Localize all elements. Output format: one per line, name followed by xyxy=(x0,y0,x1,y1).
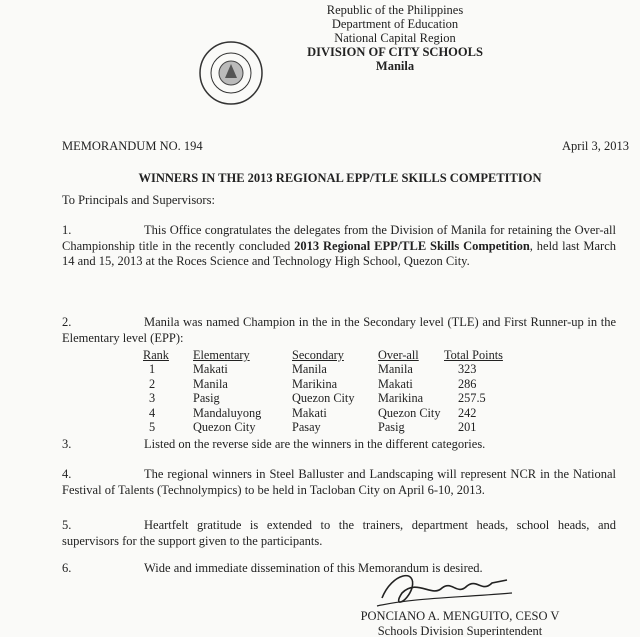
paragraph-5 xyxy=(62,518,616,549)
paragraph-number: 1. xyxy=(62,223,72,237)
table-cell: Quezon City xyxy=(292,391,355,406)
table-header-row xyxy=(143,348,503,362)
table-cell: 286 xyxy=(458,376,477,391)
memo-number: MEMORANDUM NO. 194 xyxy=(62,139,203,153)
text: The regional winners in Steel Balluster and Landscaping will represent NCR in the National Festival of Talents (Technolympics) to be held in Tacloban City on April 6-10, 2013. xyxy=(62,467,616,497)
table-cell: Quezon City xyxy=(193,420,256,435)
table-cell: Manila xyxy=(193,376,228,391)
table-cell: Pasig xyxy=(378,420,405,435)
table-cell: Mandaluyong xyxy=(193,405,262,420)
header-line: Department of Education xyxy=(331,17,459,31)
event-name: 2013 Regional EPP/TLE Skills Competition xyxy=(294,238,530,253)
table-cell: 1 xyxy=(149,362,156,377)
header-line: Republic of the Philippines xyxy=(326,3,464,17)
signature-block xyxy=(340,609,580,637)
table-cell: Manila xyxy=(292,362,327,377)
memo-title: WINNERS IN THE 2013 REGIONAL EPP/TLE SKILLS COMPETITION xyxy=(138,171,542,185)
paragraph-3 xyxy=(62,437,616,453)
city-name: Manila xyxy=(375,59,415,73)
signatory-name: PONCIANO A. MENGUITO, CESO V xyxy=(360,609,560,623)
text: Heartfelt gratitude is extended to the trainers, department heads, school heads, and supervisors for the support given to the participants. xyxy=(62,518,616,548)
paragraph-4 xyxy=(62,467,616,498)
table-cell: Marikina xyxy=(292,376,338,391)
table-cell: 242 xyxy=(458,405,477,420)
table-row xyxy=(143,377,503,391)
table-cell: 2 xyxy=(149,376,156,391)
table-row xyxy=(143,420,503,434)
table-cell: 323 xyxy=(458,362,477,377)
paragraph-1 xyxy=(62,223,616,270)
text: Wide and immediate dissemination of this Memorandum is desired. xyxy=(144,561,483,575)
paragraph-number: 6. xyxy=(62,561,72,575)
table-cell: Makati xyxy=(378,376,413,391)
paragraph-number: 3. xyxy=(62,437,72,451)
table-cell: Makati xyxy=(292,405,327,420)
text: Manila was named Champion in the in the Secondary level (TLE) and First Runner-up in the Elementary level (EPP): xyxy=(62,315,616,345)
table-cell: 3 xyxy=(149,391,156,406)
table-row xyxy=(143,406,503,420)
table-cell: Manila xyxy=(378,362,413,377)
rankings-table xyxy=(143,348,503,434)
column-header: Rank xyxy=(143,348,169,362)
table-row xyxy=(143,362,503,376)
memo-date: April 3, 2013 xyxy=(562,139,630,153)
header-line: National Capital Region xyxy=(334,31,456,45)
table-cell: 4 xyxy=(149,405,156,420)
table-cell: 257.5 xyxy=(458,391,486,406)
paragraph-number: 4. xyxy=(62,467,72,481)
addressee: To Principals and Supervisors: xyxy=(62,193,215,207)
table-cell: 5 xyxy=(149,420,156,435)
signature-icon xyxy=(372,568,522,613)
paragraph-number: 5. xyxy=(62,518,72,532)
column-header: Elementary xyxy=(193,348,250,362)
table-row xyxy=(143,391,503,405)
paragraph-2 xyxy=(62,315,616,346)
column-header: Total Points xyxy=(444,348,503,362)
text: , held last March 14 and 15, 2013 at the Roces Science and Technology High School, Quezon City. xyxy=(62,238,616,268)
column-header: Secondary xyxy=(292,348,344,362)
paragraph-6 xyxy=(62,561,616,577)
table-cell: 201 xyxy=(458,420,477,435)
text: This Office congratulates the delegates from the Division of Manila for retaining the Over-all Championship title in the recently concluded xyxy=(62,223,616,253)
text: Listed on the reverse side are the winners in the different categories. xyxy=(144,437,486,451)
table-cell: Quezon City xyxy=(378,405,441,420)
table-cell: Pasig xyxy=(193,391,220,406)
division-name: DIVISION OF CITY SCHOOLS xyxy=(307,45,483,59)
table-cell: Makati xyxy=(193,362,228,377)
table-cell: Marikina xyxy=(378,391,424,406)
column-header: Over-all xyxy=(378,348,419,362)
signatory-position: Schools Division Superintendent xyxy=(377,624,543,637)
paragraph-number: 2. xyxy=(62,315,72,329)
table-cell: Pasay xyxy=(292,420,321,435)
